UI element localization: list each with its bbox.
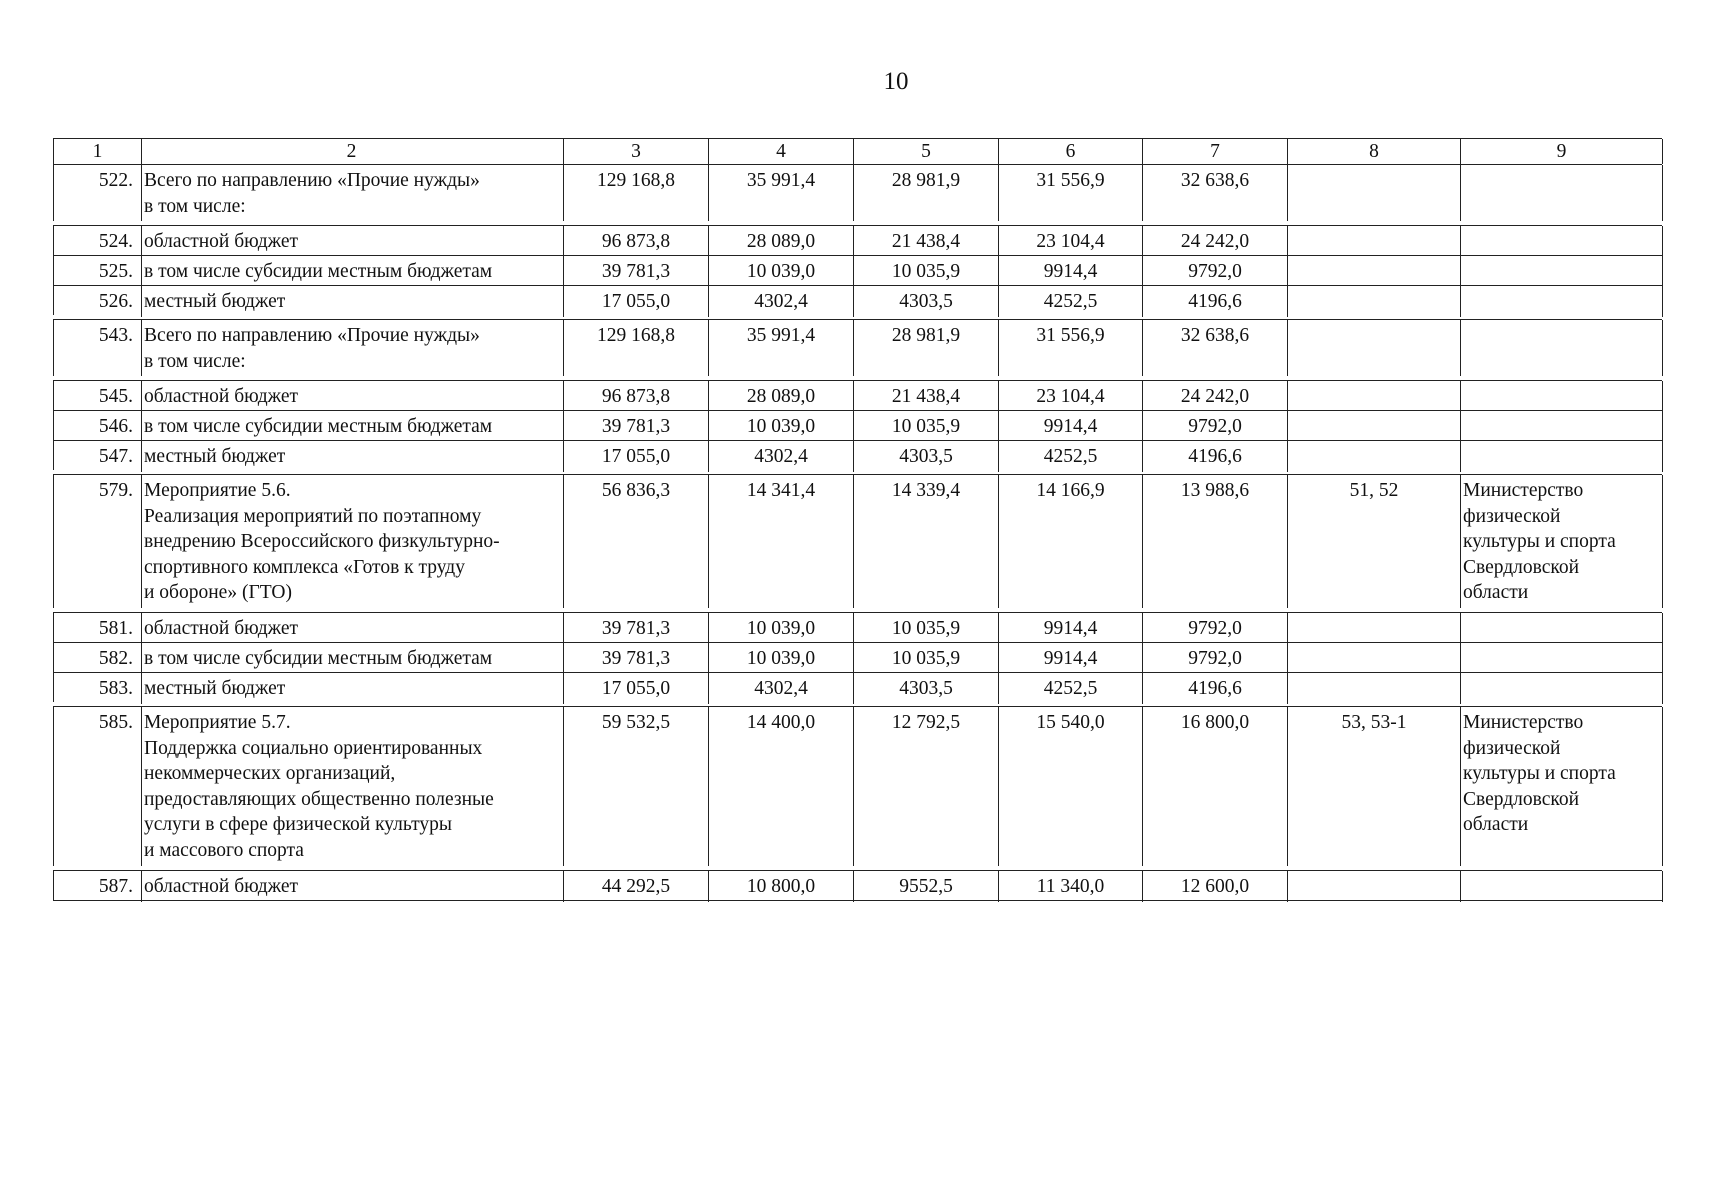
value-year-2: 12 792,5 <box>854 707 999 866</box>
header-cell: 7 <box>1143 139 1288 164</box>
value-total: 17 055,0 <box>564 286 709 317</box>
value-year-1: 35 991,4 <box>709 165 854 221</box>
executor <box>1461 256 1663 287</box>
value-year-2: 9552,5 <box>854 871 999 902</box>
header-cell: 5 <box>854 139 999 164</box>
header-cell: 6 <box>999 139 1143 164</box>
row-name: местный бюджет <box>142 286 564 317</box>
value-year-2: 10 035,9 <box>854 613 999 644</box>
row-number: 525. <box>54 256 142 287</box>
value-year-2: 4303,5 <box>854 441 999 472</box>
target-refs <box>1288 673 1461 704</box>
row-name: в том числе субсидии местным бюджетам <box>142 411 564 442</box>
value-year-3: 15 540,0 <box>999 707 1143 866</box>
value-total: 17 055,0 <box>564 441 709 472</box>
row-name: областной бюджет <box>142 381 564 412</box>
target-refs <box>1288 256 1461 287</box>
value-year-3: 9914,4 <box>999 411 1143 442</box>
row-number: 579. <box>54 475 142 608</box>
target-refs <box>1288 226 1461 257</box>
value-year-3: 9914,4 <box>999 643 1143 674</box>
row-name: областной бюджет <box>142 226 564 257</box>
value-year-1: 14 341,4 <box>709 475 854 608</box>
table-row <box>53 164 1662 221</box>
target-refs <box>1288 411 1461 442</box>
row-name: Мероприятие 5.6. Реализация мероприятий по поэтапному внедрению Всероссийского физкультурно- спортивного комплекса «Готов к труду и обороне» (ГТО) <box>142 475 564 608</box>
target-refs <box>1288 286 1461 317</box>
value-total: 39 781,3 <box>564 613 709 644</box>
value-total: 39 781,3 <box>564 411 709 442</box>
row-name: в том числе субсидии местным бюджетам <box>142 643 564 674</box>
table-row <box>53 225 1662 255</box>
value-year-3: 9914,4 <box>999 256 1143 287</box>
row-name: Всего по направлению «Прочие нужды» в том числе: <box>142 165 564 221</box>
value-year-2: 10 035,9 <box>854 411 999 442</box>
value-year-1: 4302,4 <box>709 441 854 472</box>
target-refs <box>1288 441 1461 472</box>
value-year-3: 23 104,4 <box>999 226 1143 257</box>
value-year-1: 10 039,0 <box>709 411 854 442</box>
row-number: 582. <box>54 643 142 674</box>
value-year-4: 24 242,0 <box>1143 381 1288 412</box>
value-year-1: 10 039,0 <box>709 613 854 644</box>
value-year-3: 31 556,9 <box>999 320 1143 376</box>
target-refs <box>1288 871 1461 902</box>
value-year-4: 13 988,6 <box>1143 475 1288 608</box>
executor <box>1461 871 1663 902</box>
page-number: 10 <box>883 68 909 95</box>
table-row <box>53 706 1662 866</box>
table-row <box>53 285 1662 315</box>
value-year-2: 4303,5 <box>854 286 999 317</box>
value-total: 17 055,0 <box>564 673 709 704</box>
value-total: 129 168,8 <box>564 165 709 221</box>
value-year-2: 28 981,9 <box>854 320 999 376</box>
row-number: 546. <box>54 411 142 442</box>
row-number: 545. <box>54 381 142 412</box>
table-row <box>53 410 1662 440</box>
executor: Министерство физической культуры и спорта Свердловской области <box>1461 707 1663 866</box>
target-refs <box>1288 613 1461 644</box>
value-year-3: 11 340,0 <box>999 871 1143 902</box>
value-year-4: 9792,0 <box>1143 256 1288 287</box>
row-name: Мероприятие 5.7. Поддержка социально ориентированных некоммерческих организаций, предоставляющих общественно полезные услуги в сфере физической культуры и массового спорта <box>142 707 564 866</box>
table-row <box>53 319 1662 376</box>
value-year-2: 10 035,9 <box>854 643 999 674</box>
target-refs: 51, 52 <box>1288 475 1461 608</box>
row-number: 543. <box>54 320 142 376</box>
row-number: 583. <box>54 673 142 704</box>
row-name: в том числе субсидии местным бюджетам <box>142 256 564 287</box>
table-row <box>53 642 1662 672</box>
value-total: 96 873,8 <box>564 381 709 412</box>
table-row <box>53 474 1662 608</box>
value-year-1: 10 800,0 <box>709 871 854 902</box>
value-year-4: 4196,6 <box>1143 673 1288 704</box>
value-year-4: 24 242,0 <box>1143 226 1288 257</box>
row-number: 522. <box>54 165 142 221</box>
executor <box>1461 643 1663 674</box>
value-year-2: 21 438,4 <box>854 381 999 412</box>
value-year-4: 32 638,6 <box>1143 165 1288 221</box>
target-refs <box>1288 643 1461 674</box>
value-year-3: 31 556,9 <box>999 165 1143 221</box>
value-year-1: 28 089,0 <box>709 381 854 412</box>
budget-table <box>53 138 1662 901</box>
target-refs: 53, 53-1 <box>1288 707 1461 866</box>
value-year-1: 28 089,0 <box>709 226 854 257</box>
value-year-3: 14 166,9 <box>999 475 1143 608</box>
value-total: 44 292,5 <box>564 871 709 902</box>
value-year-4: 12 600,0 <box>1143 871 1288 902</box>
executor <box>1461 411 1663 442</box>
row-number: 526. <box>54 286 142 317</box>
value-total: 56 836,3 <box>564 475 709 608</box>
value-year-4: 9792,0 <box>1143 613 1288 644</box>
executor <box>1461 673 1663 704</box>
value-year-4: 16 800,0 <box>1143 707 1288 866</box>
value-year-3: 9914,4 <box>999 613 1143 644</box>
value-year-3: 4252,5 <box>999 673 1143 704</box>
row-name: местный бюджет <box>142 441 564 472</box>
value-year-1: 10 039,0 <box>709 643 854 674</box>
row-name: областной бюджет <box>142 613 564 644</box>
value-year-2: 4303,5 <box>854 673 999 704</box>
target-refs <box>1288 165 1461 221</box>
value-year-2: 21 438,4 <box>854 226 999 257</box>
value-year-1: 10 039,0 <box>709 256 854 287</box>
value-year-4: 32 638,6 <box>1143 320 1288 376</box>
header-cell: 9 <box>1461 139 1663 164</box>
value-year-1: 4302,4 <box>709 286 854 317</box>
value-year-2: 28 981,9 <box>854 165 999 221</box>
value-year-2: 10 035,9 <box>854 256 999 287</box>
value-year-1: 14 400,0 <box>709 707 854 866</box>
header-cell: 4 <box>709 139 854 164</box>
value-total: 96 873,8 <box>564 226 709 257</box>
row-name: областной бюджет <box>142 871 564 902</box>
value-year-4: 4196,6 <box>1143 286 1288 317</box>
executor <box>1461 165 1663 221</box>
executor: Министерство физической культуры и спорта Свердловской области <box>1461 475 1663 608</box>
table-row <box>53 870 1662 901</box>
row-number: 581. <box>54 613 142 644</box>
value-total: 39 781,3 <box>564 256 709 287</box>
table-row <box>53 612 1662 642</box>
row-name: местный бюджет <box>142 673 564 704</box>
row-number: 524. <box>54 226 142 257</box>
table-row <box>53 672 1662 702</box>
value-year-1: 4302,4 <box>709 673 854 704</box>
value-year-3: 23 104,4 <box>999 381 1143 412</box>
table-row <box>53 255 1662 285</box>
value-year-3: 4252,5 <box>999 286 1143 317</box>
value-year-2: 14 339,4 <box>854 475 999 608</box>
value-year-4: 4196,6 <box>1143 441 1288 472</box>
value-total: 129 168,8 <box>564 320 709 376</box>
table-header-row <box>53 138 1662 164</box>
header-cell: 8 <box>1288 139 1461 164</box>
executor <box>1461 320 1663 376</box>
executor <box>1461 226 1663 257</box>
header-cell: 1 <box>54 139 142 164</box>
row-name: Всего по направлению «Прочие нужды» в том числе: <box>142 320 564 376</box>
header-cell: 2 <box>142 139 564 164</box>
row-number: 585. <box>54 707 142 866</box>
executor <box>1461 613 1663 644</box>
row-number: 547. <box>54 441 142 472</box>
value-year-4: 9792,0 <box>1143 643 1288 674</box>
row-number: 587. <box>54 871 142 902</box>
executor <box>1461 286 1663 317</box>
executor <box>1461 381 1663 412</box>
table-row <box>53 440 1662 470</box>
value-year-1: 35 991,4 <box>709 320 854 376</box>
value-total: 39 781,3 <box>564 643 709 674</box>
target-refs <box>1288 320 1461 376</box>
value-total: 59 532,5 <box>564 707 709 866</box>
executor <box>1461 441 1663 472</box>
table-row <box>53 380 1662 410</box>
target-refs <box>1288 381 1461 412</box>
value-year-3: 4252,5 <box>999 441 1143 472</box>
value-year-4: 9792,0 <box>1143 411 1288 442</box>
header-cell: 3 <box>564 139 709 164</box>
